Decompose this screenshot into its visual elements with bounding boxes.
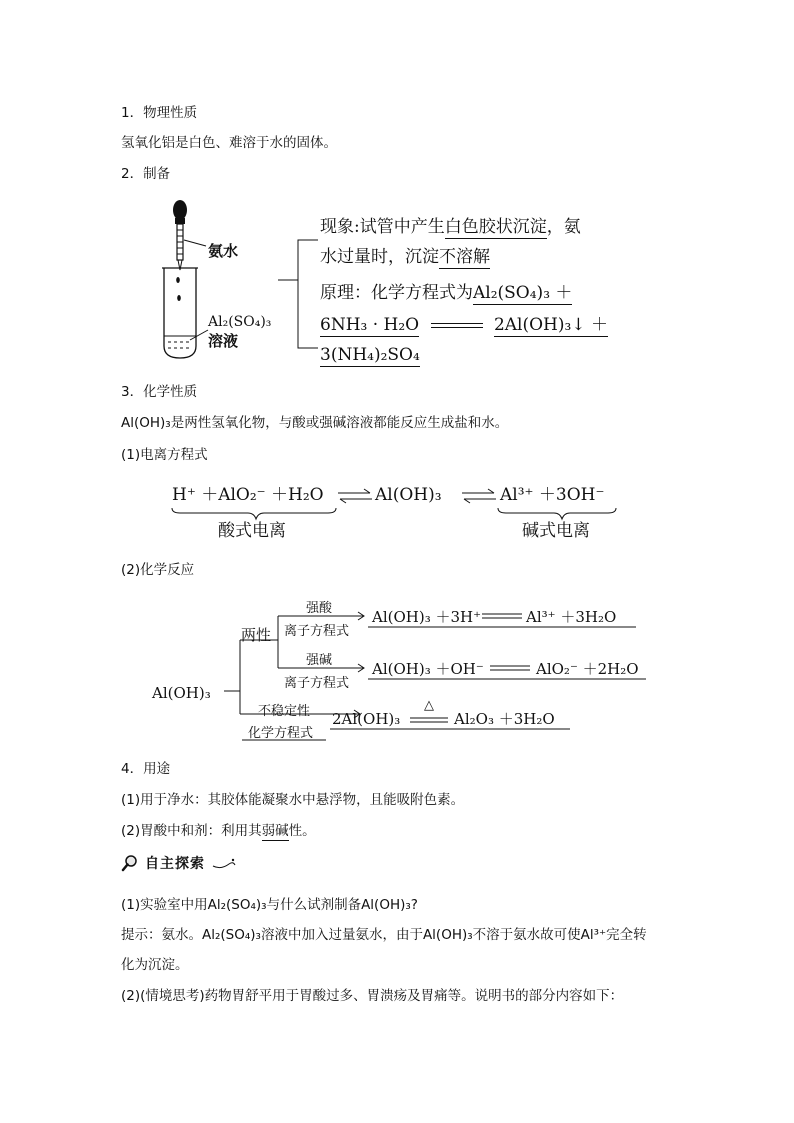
- magnifier-icon: [121, 854, 139, 872]
- self-explore-title: 自主探索: [145, 856, 205, 872]
- use-2: (2)胃酸中和剂：利用其弱碱性。: [121, 823, 316, 839]
- ionization-heading: (1)电离方程式: [121, 447, 208, 463]
- phenomenon-line-1: 现象:试管中产生白色胶状沉淀，氨: [320, 217, 581, 237]
- acid-eq-right: Al³⁺ ＋3H₂O: [526, 608, 617, 626]
- question-1: (1)实验室中用Al₂(SO₄)₃与什么试剂制备Al(OH)₃?: [121, 897, 418, 913]
- section-1-text: 氢氧化铝是白色、难溶于水的固体。: [121, 135, 337, 151]
- instability-label: 不稳定性: [258, 704, 311, 719]
- principle-line-3: 3(NH₄)₂SO₄: [320, 345, 420, 365]
- section-4-heading: 4．用途: [121, 761, 171, 777]
- answer-1-line-2: 化为沉淀。: [121, 957, 189, 973]
- acid-ionic-eq-label: 离子方程式: [284, 624, 350, 639]
- root-aloh3: Al(OH)₃: [152, 684, 211, 702]
- section-3-text: Al(OH)₃是两性氢氧化物，与酸或强碱溶液都能反应生成盐和水。: [121, 415, 509, 431]
- phenomenon-line-2: 水过量时，沉淀不溶解: [320, 247, 490, 267]
- amphoteric-label: 两性: [241, 626, 272, 644]
- reactions-heading: (2)化学反应: [121, 562, 195, 578]
- decorative-swirl-icon: [211, 856, 237, 870]
- ion-mid: Al(OH)₃: [375, 485, 442, 505]
- unstable-eq-right: Al₂O₃ ＋3H₂O: [454, 710, 555, 728]
- self-explore-header: [121, 853, 237, 873]
- heat-condition: △: [424, 698, 434, 713]
- base-eq-left: Al(OH)₃ ＋OH⁻: [372, 660, 484, 678]
- equals-sign: [431, 323, 483, 328]
- answer-1-line-1: 提示：氨水。Al₂(SO₄)₃溶液中加入过量氨水，由于Al(OH)₃不溶于氨水故可使Al³⁺完全转: [121, 927, 647, 943]
- equilibrium-arrow-2: [460, 488, 498, 504]
- base-ionization-label: 碱式电离: [522, 521, 590, 541]
- ammonia-label: 氨水: [208, 242, 239, 260]
- equilibrium-arrow-1: [336, 488, 374, 504]
- strong-base-label: 强碱: [306, 653, 333, 668]
- principle-line-2: 6NH₃ · H₂O 2Al(OH)₃↓ ＋: [320, 315, 608, 335]
- ion-right: Al³⁺ ＋3OH⁻: [500, 485, 605, 505]
- question-2: (2)(情境思考)药物胃舒平用于胃酸过多、胃溃疡及胃痛等。说明书的部分内容如下：: [121, 988, 624, 1004]
- strong-acid-label: 强酸: [306, 601, 333, 616]
- bracket: [272, 236, 322, 356]
- chemical-eq-label: 化学方程式: [248, 726, 314, 741]
- use-1: (1)用于净水：其胶体能凝聚水中悬浮物，且能吸附色素。: [121, 792, 465, 808]
- principle-line-1: 原理：化学方程式为Al₂(SO₄)₃ ＋: [320, 283, 573, 303]
- ion-left: H⁺ ＋AlO₂⁻ ＋H₂O: [172, 485, 324, 505]
- section-2-heading: 2．制备: [121, 166, 171, 182]
- unstable-eq-left: 2Al(OH)₃: [332, 710, 401, 728]
- base-eq-right: AlO₂⁻ ＋2H₂O: [536, 660, 639, 678]
- solution-label: 溶液: [208, 332, 239, 350]
- section-1-heading: 1．物理性质: [121, 105, 198, 121]
- base-ionic-eq-label: 离子方程式: [284, 676, 350, 691]
- section-3-heading: 3．化学性质: [121, 384, 198, 400]
- acid-eq-left: Al(OH)₃ ＋3H⁺: [372, 608, 482, 626]
- al2so43-label: Al₂(SO₄)₃: [208, 314, 272, 330]
- acid-ionization-label: 酸式电离: [218, 521, 286, 541]
